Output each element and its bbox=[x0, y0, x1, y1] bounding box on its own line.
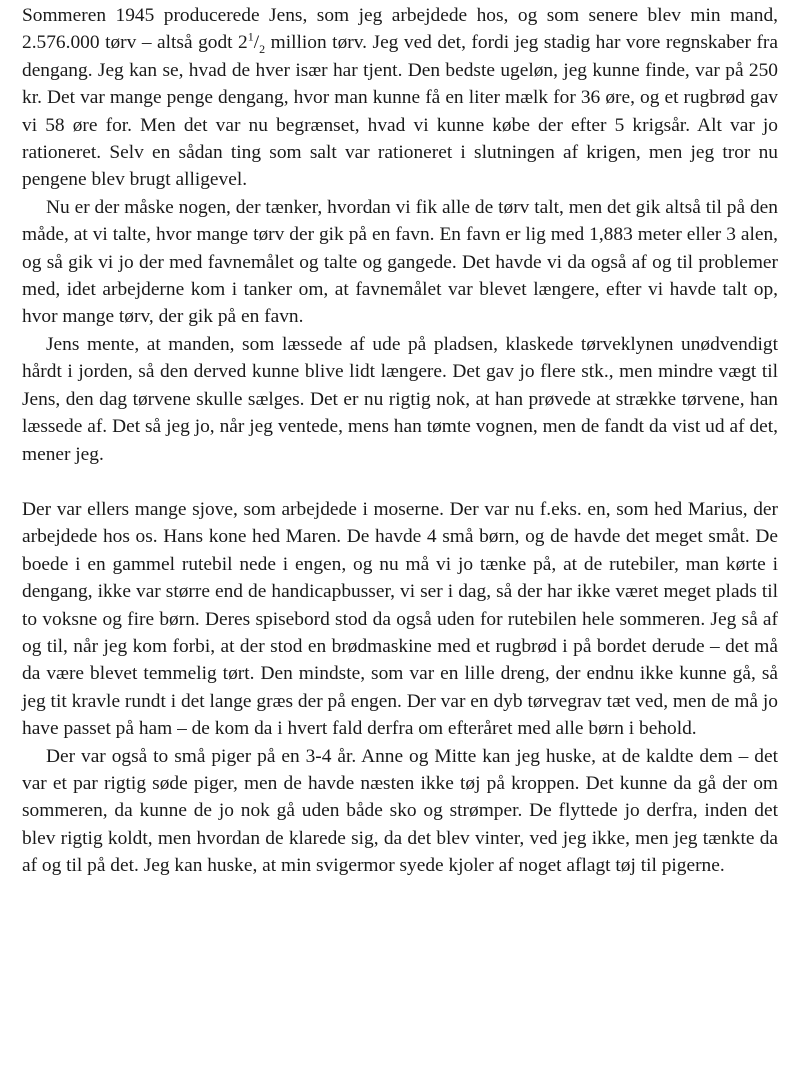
fraction-denominator: 2 bbox=[259, 42, 266, 57]
section-2 bbox=[22, 496, 778, 880]
paragraph-3: Jens mente, at manden, som læssede af ude på pladsen, klaskede tørveklynen unødvendigt hårdt i jorden, så den derved kunne blive lidt længere. Det gav jo flere stk., men mindre vægt til Jens, den dag tørvene skulle sælges. Det er nu rigtig nok, at han prøvede at strække tørvene, han læssede af. Det så jeg jo, når jeg ventede, mens han tømte vognen, men de fandt da vist ud af det, mener jeg. bbox=[22, 333, 778, 465]
paragraph-5: Der var også to små piger på en 3-4 år. Anne og Mitte kan jeg huske, at de kaldte dem – det var et par rigtig søde piger, men de havde næsten ikke tøj på kroppen. Det kunne da gå der om sommeren, da kunne de jo nok gå uden både sko og strømper. De flyttede jo derfra, inden det blev rigtig koldt, men hvordan de klarede sig, da det blev vinter, ved jeg ikke, men jeg tænkte da af og til på det. Jeg kan huske, at min svigermor syede kjoler af noget aflagt tøj til pigerne. bbox=[22, 745, 778, 877]
section-divider-space bbox=[22, 468, 778, 496]
section-1 bbox=[22, 2, 778, 468]
fraction-slash: / bbox=[253, 32, 260, 54]
paragraph-1-text-end: million tørv. Jeg ved det, fordi jeg stadig har vore regnskaber fra dengang. Jeg kan se, hvad de hver især har tjent. Den bedste ugeløn, jeg kunne finde, var på 250 kr. Det var mange penge dengang, hvor man kunne få en liter mælk for 36 øre, og et rugbrød gav vi 58 øre for. Men det var nu begrænset, hvad vi kunne købe der efter 5 krigsår. Alt var jo rationeret. Selv en sådan ting som salt var rationeret i slutningen af krigen, men jeg tror nu pengene blev brugt alligevel. bbox=[22, 32, 778, 191]
paragraph-4: Der var ellers mange sjove, som arbejdede i moserne. Der var nu f.eks. en, som hed Marius, der arbejdede hos os. Hans kone hed Maren. De havde 4 små børn, og de havde det meget småt. De boede i en gammel rutebil nede i engen, og nu må vi jo tænke på, at de rutebiler, man kørte i dengang, ikke var større end de handicapbusser, vi ser i dag, så der har ikke været meget plads til to voksne og fire børn. Deres spisebord stod da også uden for rutebilen hele sommeren. Jeg så af og til, når jeg kom forbi, at der stod en brødmaskine med et rugbrød i på bordet derude – det må da være blevet temmelig tørt. Den mindste, som var en lille dreng, der endnu ikke kunne gå, så jeg tit kravle rundt i det lange græs der på engen. Der var en dyb tørvegrav tæt ved, men de må jo have passet på ham – de kom da i hvert fald derfra om efteråret med alle børn i behold. bbox=[22, 498, 778, 740]
fraction-numerator: 1 bbox=[247, 29, 254, 44]
paragraph-1-text-start: Sommeren 1945 producerede Jens, som jeg arbejdede hos, og som senere blev min mand, 2.576.000 tørv – altså godt 2 bbox=[22, 5, 778, 54]
paragraph-1 bbox=[22, 2, 778, 194]
paragraph-2: Nu er der måske nogen, der tænker, hvordan vi fik alle de tørv talt, men det gik altså til på den måde, at vi talte, hvor mange tørv der gik på en favn. En favn er lig med 1,883 meter eller 3 alen, og så gik vi jo der med favnemålet og talte og gangede. Det havde vi da også af og til problemer med, idet arbejderne kom i tanker om, at favnemålet var blevet længere, efter vi havde talt op, hvor mange tørv, der gik på en favn. bbox=[22, 196, 778, 328]
